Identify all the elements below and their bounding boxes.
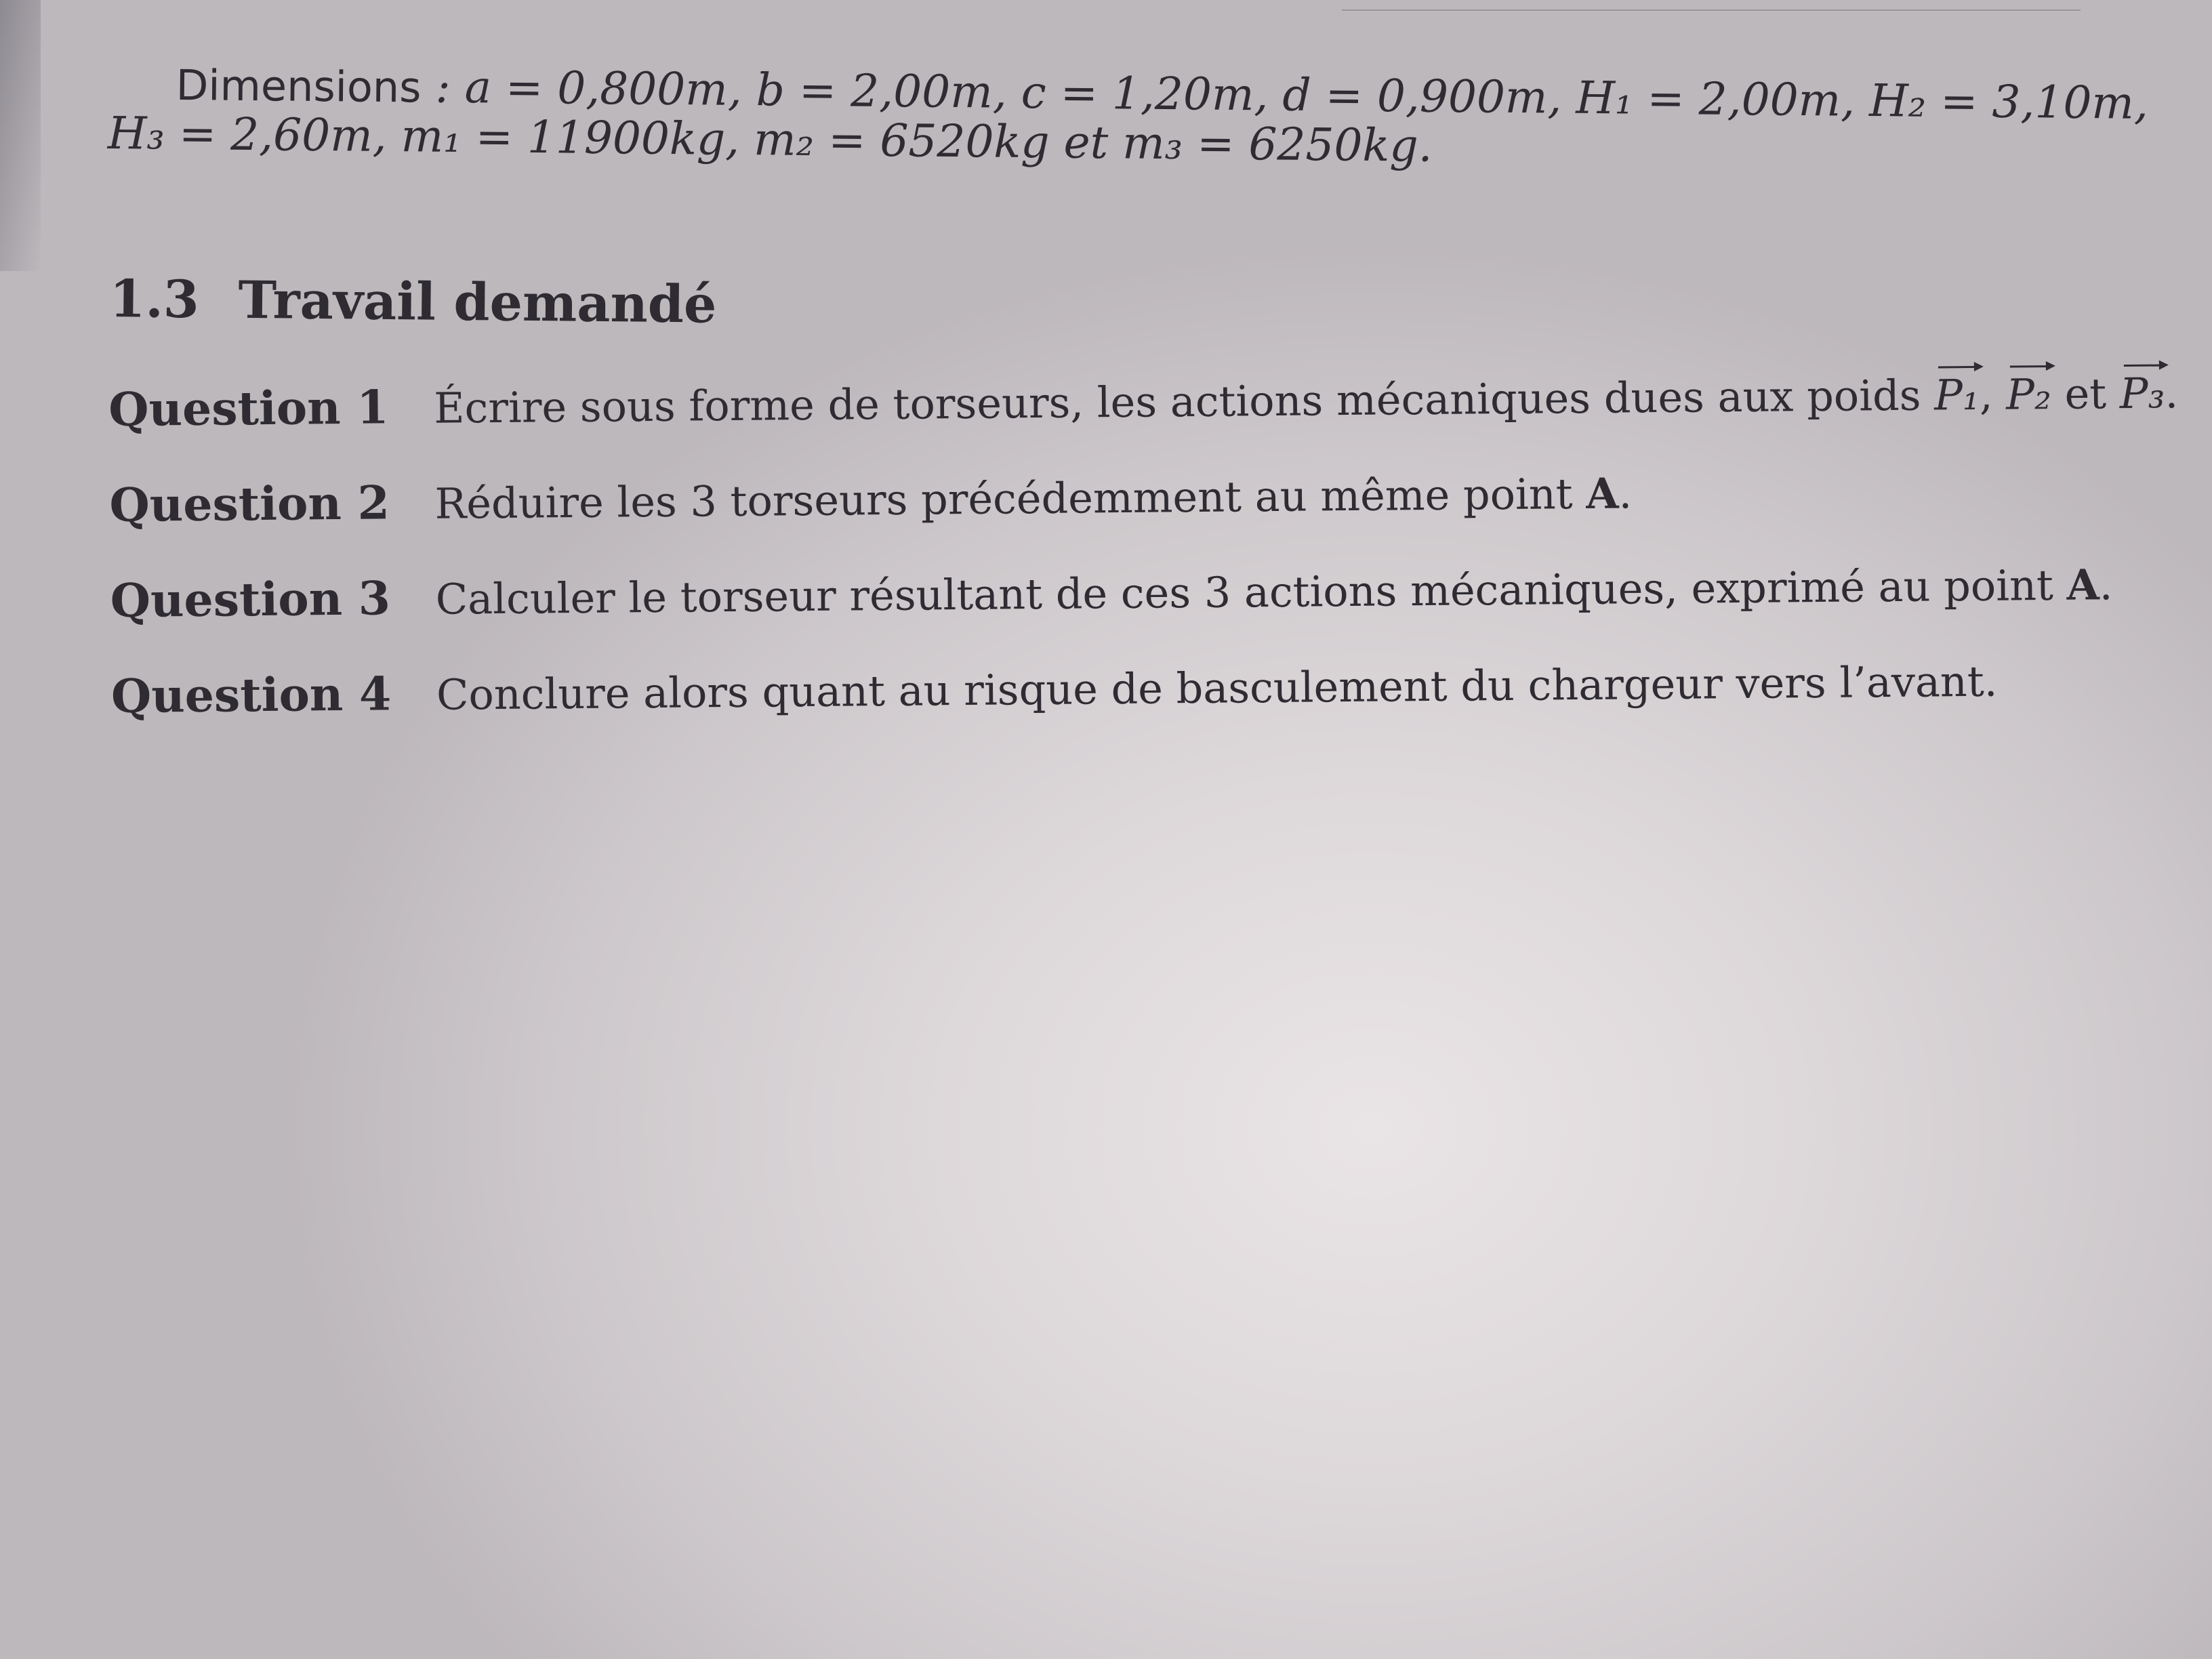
vector-p1: P₁ <box>1933 369 1980 420</box>
joiner: . <box>2165 368 2179 418</box>
question-text <box>434 368 2178 432</box>
question-label: Question 4 <box>110 667 392 724</box>
question-row-4 <box>111 652 2118 765</box>
dimensions-paragraph <box>107 60 2149 177</box>
question-row-3 <box>110 556 2116 670</box>
question-label: Question 3 <box>110 571 391 628</box>
question-text-main: Réduire les 3 torseurs précédemment au même point <box>434 468 1586 529</box>
question-label: Question 1 <box>108 380 389 437</box>
vector-p3: P₃ <box>2119 368 2165 419</box>
question-row-1 <box>108 365 2179 478</box>
section-title: Travail demandé <box>238 269 717 335</box>
question-text <box>435 560 2112 624</box>
question-text <box>434 468 1632 528</box>
joiner: , <box>1979 369 2007 419</box>
page-edge-shadow <box>0 0 41 271</box>
dimensions-label: Dimensions <box>176 60 422 112</box>
dimensions-values-1: : a = 0,800m, b = 2,00m, c = 1,20m, d = 0,900m, H₁ = 2,00m, H₂ = 3,10m, <box>435 60 2149 129</box>
question-text: Conclure alors quant au risque de basculement du chargeur vers l’avant. <box>436 656 1998 720</box>
question-text-main: Calculer le torseur résultant de ces 3 actions mécaniques, exprimé au point <box>435 560 2067 624</box>
section-number: 1.3 <box>109 268 200 330</box>
question-text-main: Écrire sous forme de torseurs, les actions mécaniques dues aux poids <box>434 370 1935 433</box>
point-label: A <box>1586 468 1619 518</box>
vector-p2: P₂ <box>2005 369 2052 419</box>
question-end: . <box>1618 468 1633 518</box>
question-end: . <box>2099 560 2113 610</box>
question-label: Question 2 <box>109 476 390 533</box>
top-rule-line <box>1342 9 2081 11</box>
point-label: A <box>2066 560 2100 610</box>
section-heading <box>109 268 717 335</box>
questions-list <box>108 365 2179 765</box>
dimensions-values-2: H₃ = 2,60m, m₁ = 11900kg, m₂ = 6520kg et m₃ = 6250kg. <box>107 106 1433 172</box>
question-row-2 <box>109 461 2116 574</box>
joiner: et <box>2051 369 2121 419</box>
